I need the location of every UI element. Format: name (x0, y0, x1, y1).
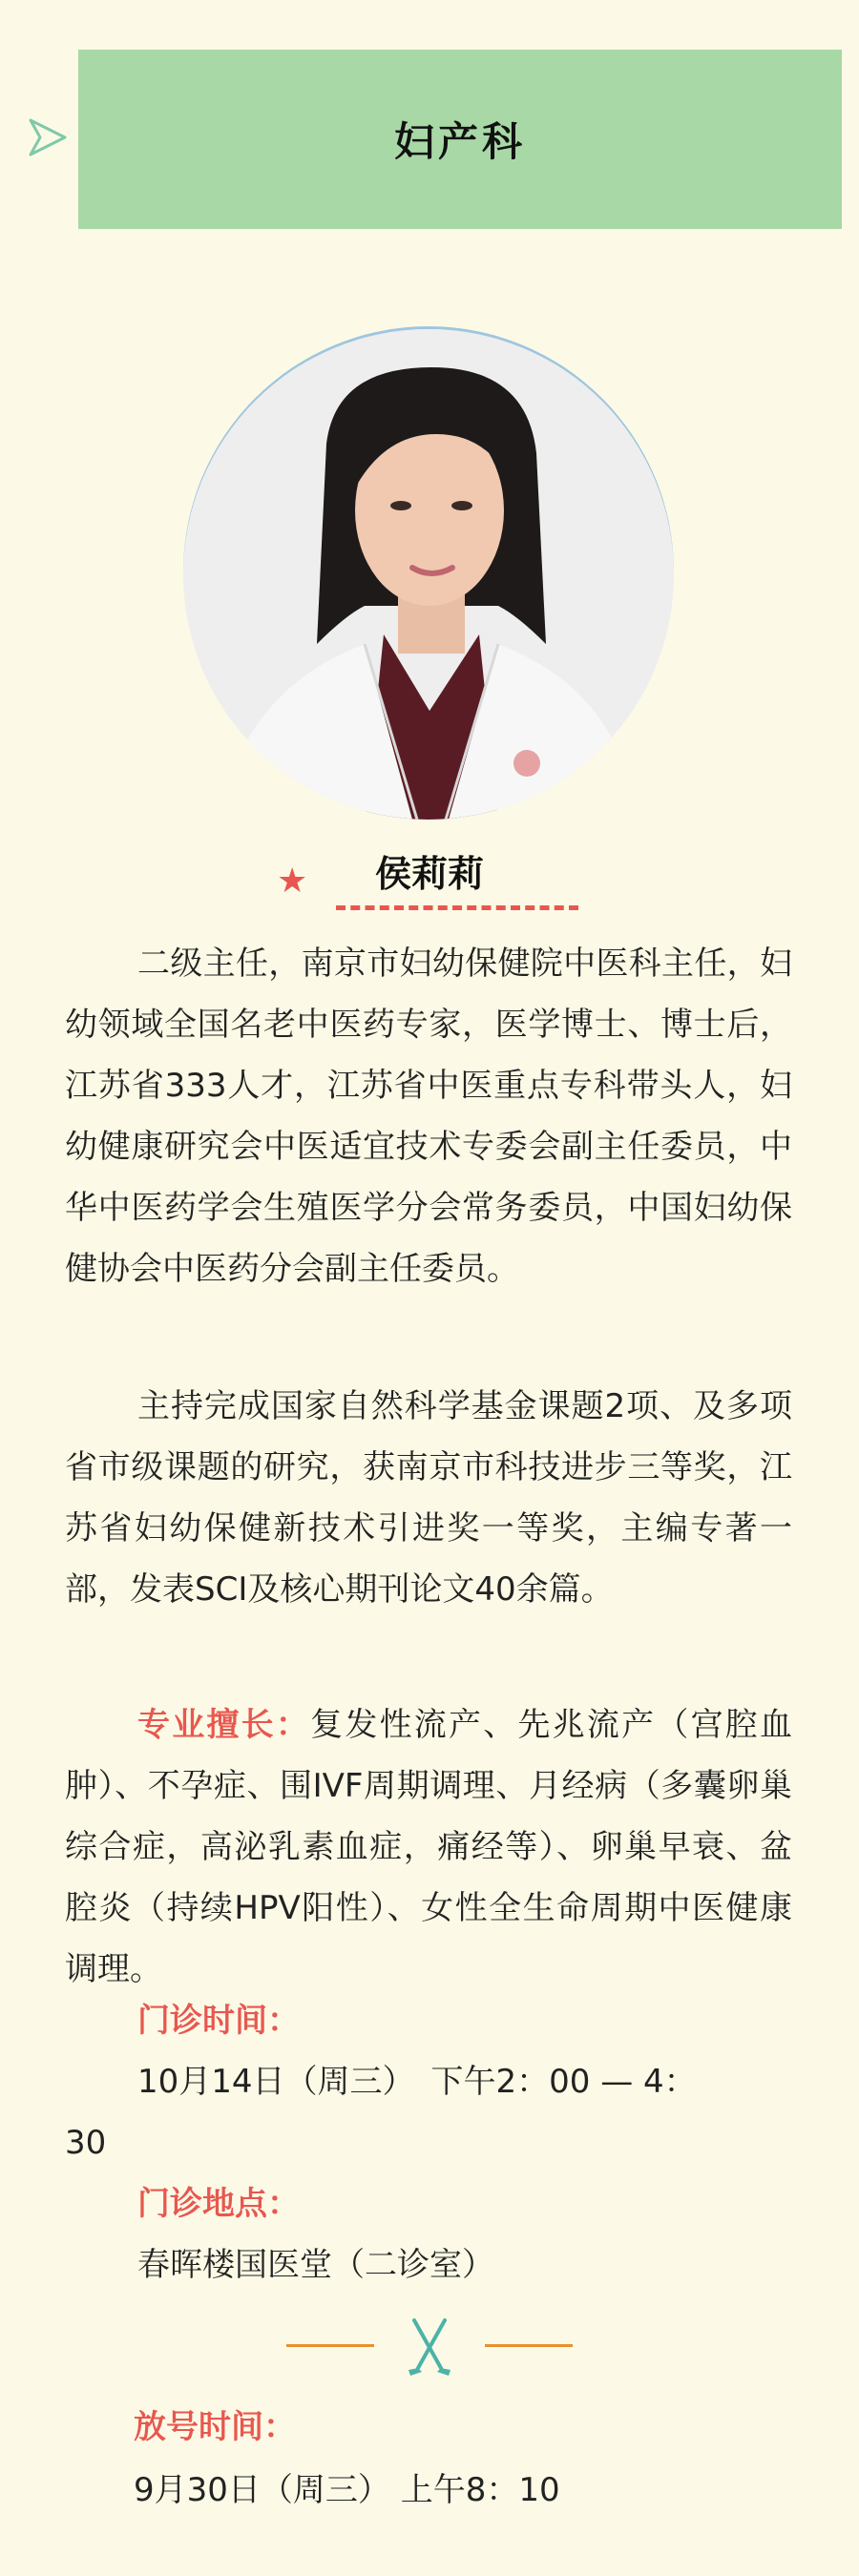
crossed-golf-clubs-icon (401, 2315, 458, 2381)
registration-time: 9月30日（周三） 上午8：10 (134, 2471, 560, 2509)
outline-arrow-icon (27, 116, 69, 158)
department-banner (78, 50, 842, 229)
doctor-bio-paragraph-1: 二级主任，南京市妇幼保健院中医科主任，妇幼领域全国名老中医药专家，医学博士、博士后，江苏省333人才，江苏省中医重点专科带头人，妇幼健康研究会中医适宜技术专委会副主任委员，中华中医药学会生殖医学分会常务委员，中国妇幼保健协会中医药分会副主任委员。 (65, 945, 792, 1288)
registration-label: 放号时间： (134, 2408, 296, 2446)
doctor-name: 侯莉莉 (374, 853, 484, 895)
clinic-location: 春晖楼国医堂（二诊室） (137, 2246, 494, 2284)
specialty-paragraph (65, 1694, 792, 2000)
star-icon: ★ (277, 862, 308, 901)
department-title: 妇产科 (393, 118, 526, 165)
divider-left (286, 2344, 374, 2347)
clinic-time-label: 门诊时间： (137, 2002, 300, 2040)
clinic-time-line1: 10月14日（周三） 下午2：00 — 4： (137, 2063, 697, 2101)
clinic-location-label: 门诊地点： (137, 2185, 300, 2223)
doctor-bio-paragraph-2: 主持完成国家自然科学基金课题2项、及多项省市级课题的研究，获南京市科技进步三等奖，江苏省妇幼保健新技术引进奖一等奖，主编专著一部，发表SCI及核心期刊论文40余篇。 (65, 1387, 792, 1609)
clinic-time-line2: 30 (65, 2124, 107, 2162)
specialty-label: 专业擅长： (137, 1706, 311, 1744)
name-underline (336, 905, 578, 910)
doctor-portrait (183, 329, 674, 820)
divider-right (485, 2344, 573, 2347)
doctor-photo-illustration (183, 329, 674, 820)
specialty-text: 复发性流产、先兆流产（宫腔血肿）、不孕症、围IVF周期调理、月经病（多囊卵巢综合症，高泌乳素血症，痛经等）、卵巢早衰、盆腔炎（持续HPV阳性）、女性全生命周期中医健康调理。 (65, 1706, 793, 1988)
